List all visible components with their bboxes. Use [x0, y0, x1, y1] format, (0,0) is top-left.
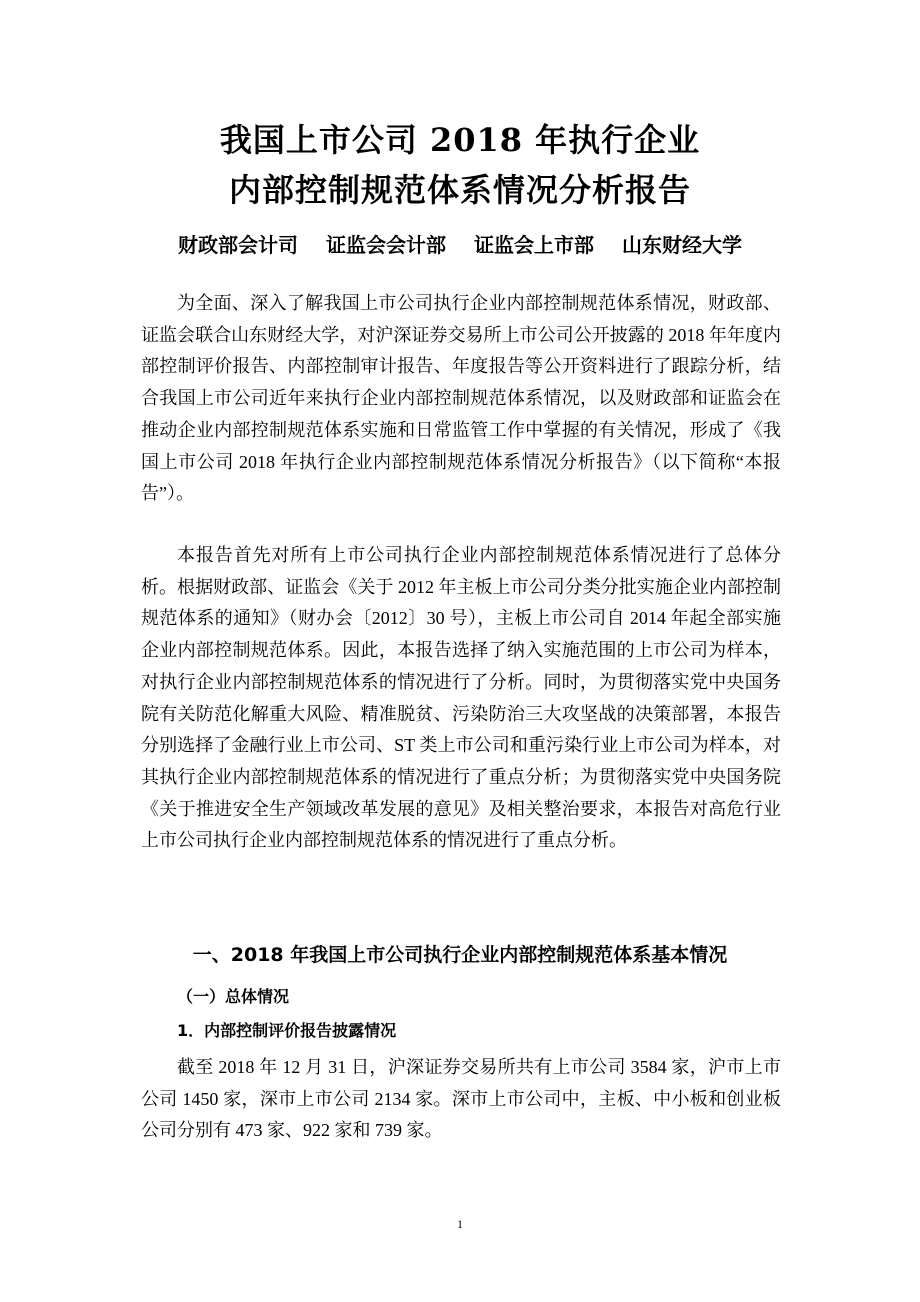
page-number: 1: [457, 1217, 463, 1231]
section-heading: 一、2018 年我国上市公司执行企业内部控制规范体系基本情况: [192, 944, 728, 966]
author-4: 山东财经大学: [622, 233, 742, 257]
subsubsection-heading: 1．内部控制评价报告披露情况: [177, 1021, 397, 1040]
intro-paragraph-1: 为全面、深入了解我国上市公司执行企业内部控制规范体系情况，财政部、证监会联合山东财经大学，对沪深证券交易所上市公司公开披露的 2018 年年度内部控制评价报告、内部控制审计报告、年度报告等公开资料进行了跟踪分析，结合我国上市公司近年来执行企业内部控制规范体系情况，以及财政部和证监会在推动企业内部控制规范体系实施和日常监管工作中掌握的有关情况，形成了《我国上市公司 2018 年执行企业内部控制规范体系情况分析报告》（以下简称“本报告”）。: [141, 293, 781, 504]
author-list: [0, 231, 920, 259]
document-title-line-2: 内部控制规范体系情况分析报告: [228, 171, 691, 209]
body-paragraph-statistics: 截至 2018 年 12 月 31 日，沪深证券交易所共有上市公司 3584 家，沪市上市公司 1450 家，深市上市公司 2134 家。深市上市公司中，主板、中小板和创业板公司分别有 473 家、922 家和 739 家。: [141, 1057, 781, 1141]
author-1: 财政部会计司: [178, 233, 298, 257]
subsection-heading: （一）总体情况: [177, 987, 290, 1006]
intro-paragraph-2: 本报告首先对所有上市公司执行企业内部控制规范体系情况进行了总体分析。根据财政部、证监会《关于 2012 年主板上市公司分类分批实施企业内部控制规范体系的通知》（财办会〔2012〕30 号），主板上市公司自 2014 年起全部实施企业内部控制规范体系。因此，本报告选择了纳入实施范围的上市公司为样本，对执行企业内部控制规范体系的情况进行了分析。同时，为贯彻落实党中央国务院有关防范化解重大风险、精准脱贫、污染防治三大攻坚战的决策部署，本报告分别选择了金融行业上市公司、ST 类上市公司和重污染行业上市公司为样本，对其执行企业内部控制规范体系的情况进行了重点分析；为贯彻落实党中央国务院《关于推进安全生产领域改革发展的意见》及相关整治要求，本报告对高危行业上市公司执行企业内部控制规范体系的情况进行了重点分析。: [141, 545, 781, 851]
document-title-line-1: 我国上市公司 2018 年执行企业: [219, 121, 701, 159]
author-3: 证监会上市部: [474, 233, 594, 257]
author-2: 证监会会计部: [326, 233, 446, 257]
